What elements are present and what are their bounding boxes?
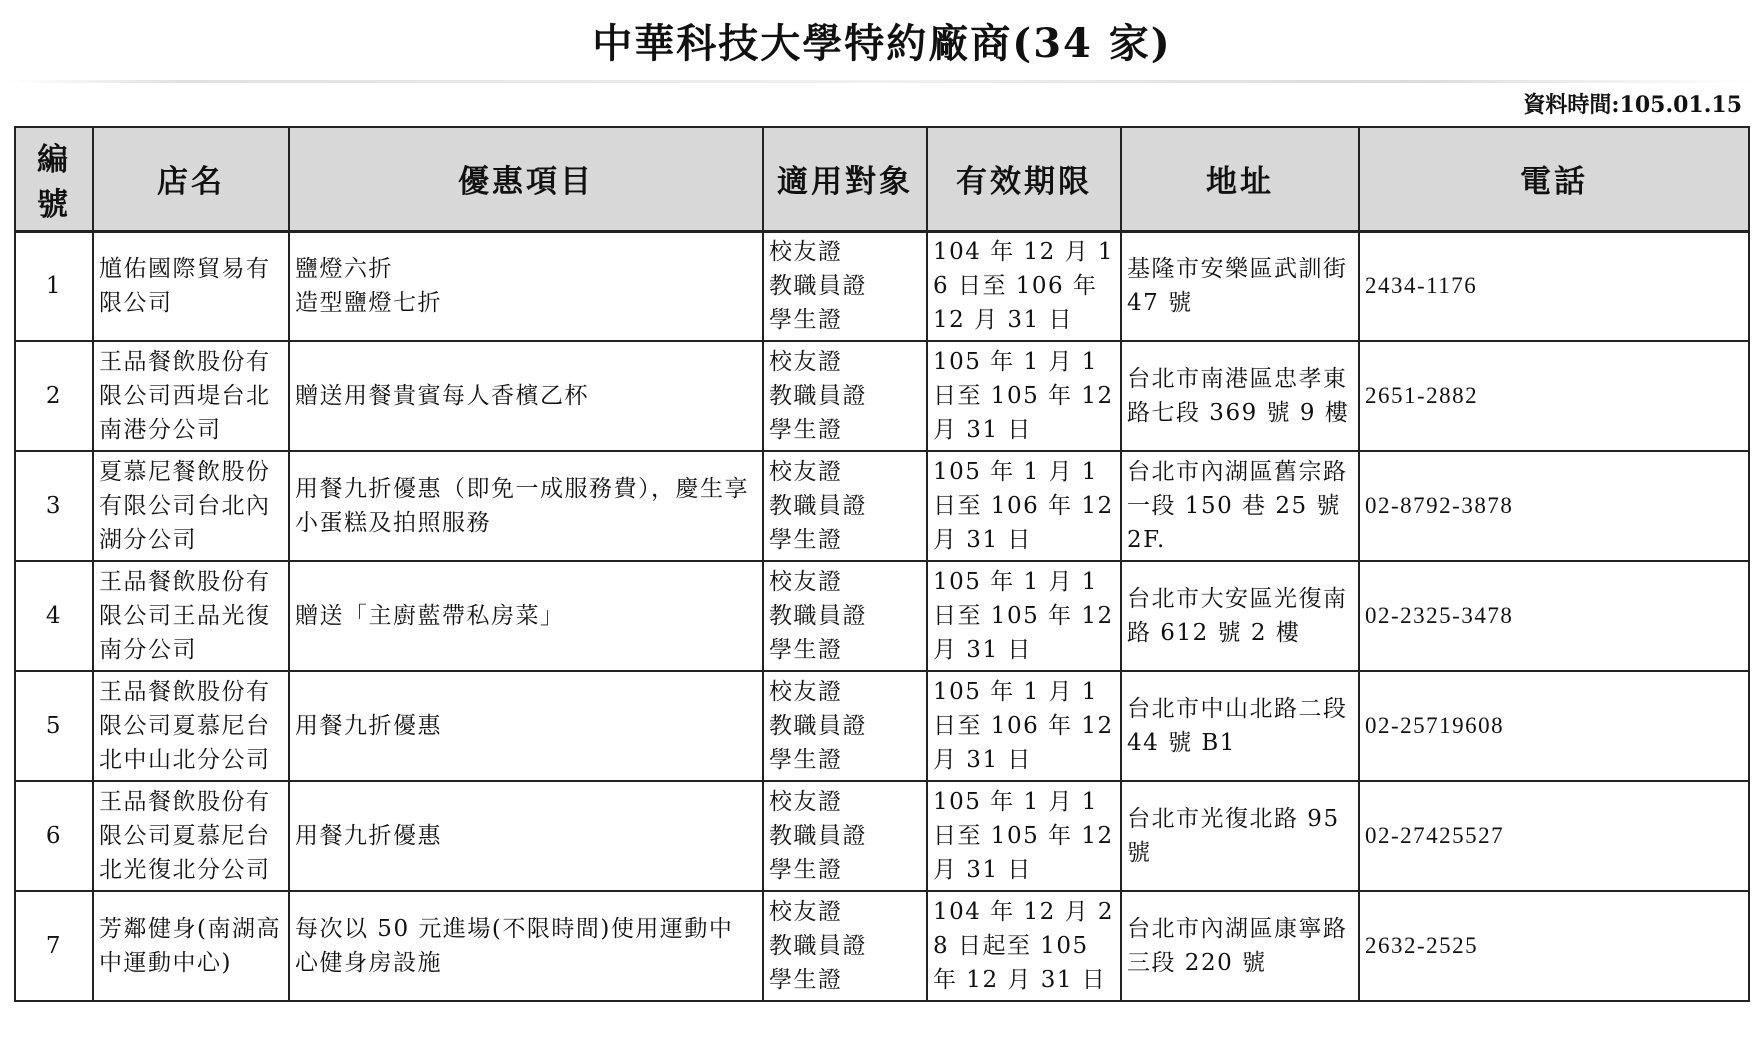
target-line: 學生證: [769, 417, 843, 443]
offer-line: 用餐九折優惠（即免一成服務費），慶生享小蛋糕及拍照服務: [295, 476, 749, 536]
target-line: 學生證: [769, 747, 843, 773]
cell-name: 夏慕尼餐飲股份有限公司台北內湖分公司: [93, 451, 289, 561]
cell-phone: 2632-2525: [1359, 891, 1749, 1001]
offer-line: 每次以 50 元進場(不限時間)使用運動中心健身房設施: [295, 916, 734, 976]
target-line: 教職員證: [769, 933, 867, 959]
page-title: 中華科技大學特約廠商(34 家): [592, 20, 1172, 67]
cell-address: 台北市光復北路 95 號: [1121, 781, 1359, 891]
cell-offer: [289, 561, 763, 671]
header-address: 地址: [1121, 127, 1359, 231]
target-line: 學生證: [769, 967, 843, 993]
cell-no: 5: [15, 671, 93, 781]
cell-offer: [289, 451, 763, 561]
header-offer: 優惠項目: [289, 127, 763, 231]
header-phone: 電話: [1359, 127, 1749, 231]
offer-line: 鹽燈六折: [295, 256, 393, 283]
table-header-row: [15, 127, 1749, 231]
cell-address: 台北市中山北路二段 44 號 B1: [1121, 671, 1359, 781]
cell-period: 104 年 12 月 16 日至 106 年 12 月 31 日: [927, 231, 1121, 341]
cell-period: 104 年 12 月 28 日起至 105 年 12 月 31 日: [927, 891, 1121, 1001]
cell-phone: 02-2325-3478: [1359, 561, 1749, 671]
target-line: 學生證: [769, 637, 843, 663]
table-row: [15, 671, 1749, 781]
cell-name: 王品餐飲股份有限公司夏慕尼台北中山北分公司: [93, 671, 289, 781]
target-line: 教職員證: [769, 493, 867, 519]
target-line: 校友證: [769, 789, 843, 815]
cell-target: [763, 781, 927, 891]
cell-offer: [289, 671, 763, 781]
cell-address: 台北市南港區忠孝東路七段 369 號 9 樓: [1121, 341, 1359, 451]
target-line: 校友證: [769, 899, 843, 925]
cell-phone: 2651-2882: [1359, 341, 1749, 451]
vendor-table: [14, 126, 1750, 1002]
cell-no: 2: [15, 341, 93, 451]
offer-line: 用餐九折優惠: [295, 713, 442, 739]
target-line: 校友證: [769, 679, 843, 705]
cell-phone: 2434-1176: [1359, 231, 1749, 341]
cell-address: 基隆市安樂區武訓街 47 號: [1121, 231, 1359, 341]
cell-target: [763, 341, 927, 451]
cell-name: 王品餐飲股份有限公司王品光復南分公司: [93, 561, 289, 671]
cell-target: [763, 671, 927, 781]
target-line: 學生證: [769, 307, 843, 334]
target-line: 校友證: [769, 459, 843, 485]
target-line: 教職員證: [769, 603, 867, 629]
cell-offer: [289, 891, 763, 1001]
table-row: [15, 781, 1749, 891]
header-target: 適用對象: [763, 127, 927, 231]
cell-period: 105 年 1 月 1 日至 106 年 12 月 31 日: [927, 451, 1121, 561]
cell-no: 3: [15, 451, 93, 561]
cell-phone: 02-8792-3878: [1359, 451, 1749, 561]
table-row: [15, 231, 1749, 341]
cell-offer: [289, 781, 763, 891]
cell-name: 芳鄰健身(南湖高中運動中心): [93, 891, 289, 1001]
target-line: 校友證: [769, 349, 843, 375]
table-row: [15, 341, 1749, 451]
target-line: 校友證: [769, 239, 843, 266]
offer-line: 用餐九折優惠: [295, 823, 442, 849]
scan-artifact-line: [8, 80, 1756, 83]
cell-target: [763, 451, 927, 561]
table-row: [15, 891, 1749, 1001]
cell-period: 105 年 1 月 1 日至 105 年 12 月 31 日: [927, 341, 1121, 451]
cell-target: [763, 561, 927, 671]
offer-line: 贈送「主廚藍帶私房菜」: [295, 603, 565, 629]
cell-no: 1: [15, 231, 93, 341]
header-period: 有效期限: [927, 127, 1121, 231]
cell-name: 王品餐飲股份有限公司夏慕尼台北光復北分公司: [93, 781, 289, 891]
cell-no: 7: [15, 891, 93, 1001]
cell-name: 馗佑國際貿易有限公司: [93, 231, 289, 341]
target-line: 校友證: [769, 569, 843, 595]
cell-phone: 02-25719608: [1359, 671, 1749, 781]
cell-period: 105 年 1 月 1 日至 105 年 12 月 31 日: [927, 781, 1121, 891]
cell-no: 4: [15, 561, 93, 671]
header-no: 編號: [15, 127, 93, 231]
offer-line: 贈送用餐貴賓每人香檳乙杯: [295, 383, 589, 409]
target-line: 教職員證: [769, 383, 867, 409]
cell-offer: [289, 341, 763, 451]
cell-no: 6: [15, 781, 93, 891]
cell-target: [763, 891, 927, 1001]
cell-name: 王品餐飲股份有限公司西堤台北南港分公司: [93, 341, 289, 451]
cell-address: 台北市內湖區舊宗路一段 150 巷 25 號 2F.: [1121, 451, 1359, 561]
target-line: 教職員證: [769, 823, 867, 849]
target-line: 教職員證: [769, 273, 867, 300]
cell-phone: 02-27425527: [1359, 781, 1749, 891]
cell-target: [763, 231, 927, 341]
table-row: [15, 451, 1749, 561]
target-line: 教職員證: [769, 713, 867, 739]
target-line: 學生證: [769, 857, 843, 883]
table-row: [15, 561, 1749, 671]
cell-period: 105 年 1 月 1 日至 106 年 12 月 31 日: [927, 671, 1121, 781]
data-date: 資料時間:105.01.15: [1523, 92, 1742, 118]
offer-line: 造型鹽燈七折: [295, 290, 442, 317]
cell-offer: [289, 231, 763, 341]
cell-period: 105 年 1 月 1 日至 105 年 12 月 31 日: [927, 561, 1121, 671]
cell-address: 台北市內湖區康寧路三段 220 號: [1121, 891, 1359, 1001]
header-name: 店名: [93, 127, 289, 231]
cell-address: 台北市大安區光復南路 612 號 2 樓: [1121, 561, 1359, 671]
target-line: 學生證: [769, 527, 843, 553]
